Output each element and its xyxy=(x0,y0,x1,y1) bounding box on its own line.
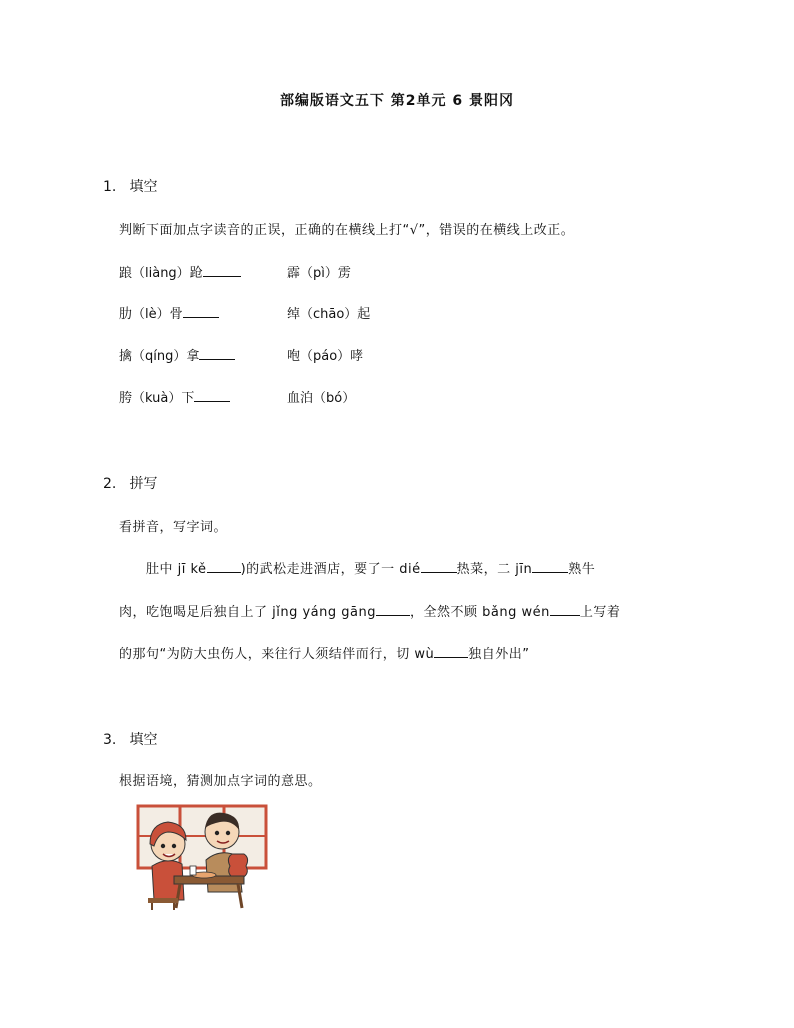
pinyin-item xyxy=(287,262,351,281)
item-text: 肋（lè）骨 xyxy=(119,307,183,322)
line-text: 热菜，二 jīn xyxy=(456,562,533,577)
section-title: 拼写 xyxy=(129,476,158,492)
pinyin-item xyxy=(287,387,355,406)
paragraph-line xyxy=(119,643,530,662)
section-number: 1. xyxy=(103,179,117,195)
item-text: 胯（kuà）下 xyxy=(119,391,195,406)
two-men-drinking-at-table-illustration xyxy=(128,800,276,912)
item-text: 擒（qíng）拿 xyxy=(119,349,200,364)
line-text: 肉，吃饱喝足后独自上了 jǐng yáng gāng xyxy=(119,605,376,620)
item-text: 咆（páo）哮 xyxy=(287,349,364,364)
section-1-instruction: 判断下面加点字读音的正误，正确的在横线上打“√”，错误的在横线上改正。 xyxy=(119,223,575,238)
page-title: 部编版语文五下 第2单元 6 景阳冈 xyxy=(279,93,515,109)
section-title: 填空 xyxy=(129,732,158,748)
section-3-heading xyxy=(103,729,157,749)
section-number: 3. xyxy=(103,732,117,748)
line-text: 独自外出” xyxy=(468,647,530,662)
pinyin-item xyxy=(287,345,363,364)
answer-blank[interactable] xyxy=(532,560,568,573)
line-text: ，全然不顾 bǎng wén xyxy=(409,605,550,620)
pinyin-item xyxy=(119,303,219,322)
answer-blank[interactable] xyxy=(183,305,219,318)
item-text: 血泊（bó） xyxy=(287,391,356,406)
pinyin-item xyxy=(119,345,235,364)
answer-blank[interactable] xyxy=(550,603,580,616)
section-2-heading xyxy=(103,473,157,493)
answer-blank[interactable] xyxy=(376,603,410,616)
answer-blank[interactable] xyxy=(207,560,241,573)
item-text: 踉（liàng）跄 xyxy=(119,266,203,281)
paragraph-line xyxy=(119,601,620,620)
line-text: 熟牛 xyxy=(568,562,596,577)
section-1-heading xyxy=(103,176,157,196)
item-text: 绰（chāo）起 xyxy=(287,307,371,322)
paragraph-line xyxy=(146,558,595,577)
answer-blank[interactable] xyxy=(203,264,241,277)
line-text: 肚中 jī kě xyxy=(146,562,207,577)
line-text: )的武松走进酒店，要了一 dié xyxy=(240,562,421,577)
section-2-instruction: 看拼音，写字词。 xyxy=(119,520,228,535)
answer-blank[interactable] xyxy=(199,347,235,360)
answer-blank[interactable] xyxy=(421,560,457,573)
section-title: 填空 xyxy=(129,179,158,195)
pinyin-item xyxy=(119,262,241,281)
answer-blank[interactable] xyxy=(434,645,468,658)
item-text: 霹（pì）雳 xyxy=(287,266,351,281)
line-text: 上写着 xyxy=(579,605,621,620)
answer-blank[interactable] xyxy=(194,389,230,402)
line-text: 的那句“为防大虫伤人，来往行人须结伴而行，切 wù xyxy=(119,647,435,662)
pinyin-item xyxy=(119,387,230,406)
section-3-instruction: 根据语境，猜测加点字词的意思。 xyxy=(119,774,322,789)
section-number: 2. xyxy=(103,476,117,492)
pinyin-item xyxy=(287,303,370,322)
